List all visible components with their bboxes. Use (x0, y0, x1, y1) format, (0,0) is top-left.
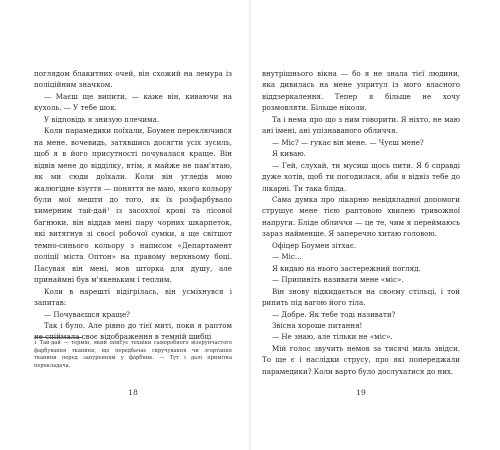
paragraph: — Почуваєшся краще? (44, 309, 130, 319)
page-number-left: 18 (128, 388, 138, 397)
paragraph: — Маєш ще випити, — каже він, киваючи на кухоль. — У тебе шок. (34, 91, 232, 113)
paragraph: Та і нема про що з ним говорити. Я ніхто, не маю ані імені, ані упізнаваного обличчя. (262, 114, 460, 136)
paragraph: — Міс... (272, 252, 302, 262)
paragraph: — Гей, слухай, ти мусиш щось пити. Я б справді дуже хотів, щоб ти погодилася, аби я відвіз тебе до лікарні. Ти така бліда. (262, 160, 460, 193)
paragraph: внутрішнього вікна — бо я не знала тієї людини, яка дивилась на мене упритул із мого власного віддзеркалення. Тепер я більше не хочу розмовляти. Більше ніколи. (262, 69, 460, 113)
footnote-text: Тай-дай — термін, який описує техніки саморобного візерунчастого фарбування тканини, що передбачає скручування чи згортання тканини перед зануренням у фарбник. — Тут і далі примітка перекладача. (34, 340, 232, 369)
paragraph: Коли в нарешті відігрілась, він усміхнувся і запитав: (34, 286, 232, 308)
paragraph: — Міс? — гукає він мене. — Чуєш мене? (272, 137, 424, 147)
page-number-right: 19 (356, 388, 366, 397)
footnote (34, 340, 232, 370)
footnote-marker: 1 (34, 341, 37, 346)
paragraph: Сама думка про лікарню невідкладної допомоги струшує мене тією раптовою хвилею тривожної напруги. Бліде обличчя — це те, чим я переймаюсь зараз найменше. Я заперечно хитаю головою. (262, 194, 460, 239)
paragraph: — Припиніть називати мене «міс». (272, 275, 404, 285)
paragraph: Звісна хороше питання! (272, 320, 363, 330)
paragraph: Так і було. Але рівно до тієї миті, поки я раптом не спіймала своє відображення в темній шибці (34, 320, 232, 342)
paragraph: У відповідь я знизую плечима. (44, 114, 160, 124)
paragraph: Я киваю. (272, 149, 306, 159)
book-gutter (249, 0, 251, 450)
left-page-text (34, 68, 232, 343)
right-page-text (262, 68, 460, 377)
paragraph: — Не знаю, але тільки не «міс». (272, 332, 393, 342)
paragraph: — Добре. Як тебе тоді називати? (272, 309, 396, 319)
footnote-rule (34, 337, 82, 338)
paragraph: Коли парамедики поїхали, Боумен переключився на мене, вочевидь, затявшись досягти усіх зусиль, щоб я в його присутності почувалася краще. Він відвів мене до відділку, втім, я майже не пам'ятаю, як ми сюди доїхали. Коли він угледів мою жалюгідне взуття — поняття не маю, якого кольору були мої мешти до того, як їх розфарбувало химерним тай-дай¹ із засохлої крові та лісової багнюки, він віддав мені пару чорних шкарпеток, які витягнув зі своєї робочої сумки, а ще світшот темно-синього кольору з написом «Департамент поліції міста Оптон» на правому верхньому боці. Пасувая він мені, мов шторка для душу, але принаймні був м'якеньким і теплим. (34, 126, 232, 285)
paragraph: Він знову відкидається на своєму стільці, і той рипить під вагою його тіла. (262, 286, 460, 308)
paragraph: Я кидаю на нього застережний погляд. (272, 263, 421, 273)
paragraph: Офіцер Боумен зітхає. (272, 240, 357, 250)
paragraph: поглядом блакитних очей, він схожий на лемура із поліційним значком. (34, 69, 232, 90)
paragraph: Мій голос звучить немов за тисячі миль звідси. То ще є і наслідки струсу, про які попереджали парамедики? Коли варто було дослухатися до них. (262, 343, 460, 376)
